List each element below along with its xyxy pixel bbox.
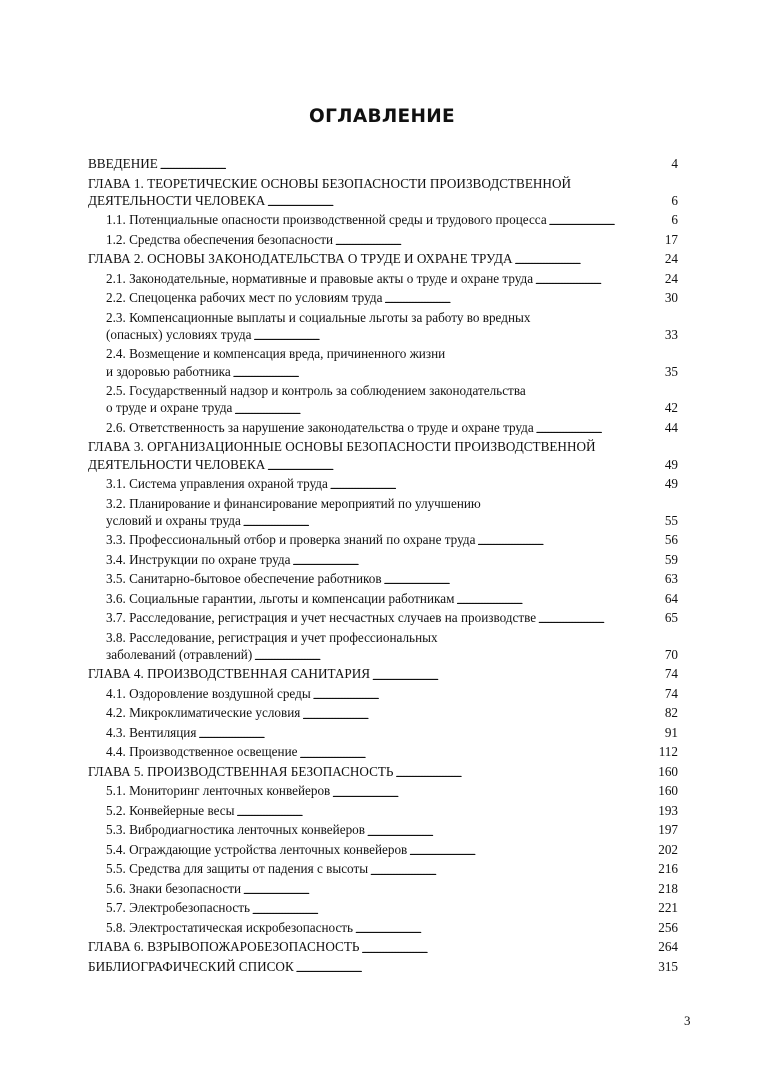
toc-section-entry[interactable] — [88, 609, 678, 626]
toc-section-entry[interactable] — [88, 382, 678, 416]
toc-entry-page: 91 — [664, 724, 678, 740]
toc-entry-page: 33 — [664, 326, 678, 342]
toc-entry-title: 2.6. Ответственность за нарушение законодательства о труде и охране труда — [106, 419, 534, 435]
toc-entry-title: 3.1. Система управления охраной труда — [106, 476, 328, 492]
dot-leader — [296, 960, 656, 975]
toc-section-entry[interactable] — [88, 345, 678, 379]
toc-entry-title: ГЛАВА 6. ВЗРЫВОПОЖАРОБЕЗОПАСНОСТЬ — [88, 939, 360, 955]
toc-entry-page: 70 — [664, 646, 678, 662]
toc-entry-title: 3.4. Инструкции по охране труда — [106, 551, 291, 567]
dot-leader — [267, 194, 669, 209]
dot-leader — [535, 272, 663, 287]
toc-section-entry[interactable] — [88, 899, 678, 916]
toc-entry-page: 64 — [664, 590, 678, 606]
toc-entry-title: 3.6. Социальные гарантии, льготы и компенсации работникам — [106, 590, 455, 606]
dot-leader — [515, 252, 663, 267]
dot-leader — [456, 592, 662, 607]
toc-entry-page: 216 — [658, 861, 678, 877]
dot-leader — [549, 213, 670, 228]
dot-leader — [313, 687, 663, 702]
toc-section-entry[interactable] — [88, 231, 678, 248]
toc-section-entry[interactable] — [88, 802, 678, 819]
dot-leader — [237, 804, 657, 819]
dot-leader — [332, 785, 656, 800]
dot-leader — [372, 668, 663, 683]
dot-leader — [330, 477, 663, 492]
toc-entry-title: о труде и охране труда — [106, 400, 233, 416]
toc-entry-title: 3.7. Расследование, регистрация и учет несчастных случаев на производстве — [106, 610, 537, 626]
toc-section-entry[interactable] — [88, 704, 678, 721]
toc-entry-page: 160 — [658, 763, 678, 779]
toc-section-entry[interactable] — [88, 531, 678, 548]
toc-entry-page: 24 — [664, 270, 678, 286]
toc-chapter-entry[interactable] — [88, 665, 678, 682]
toc-entry-title: 2.2. Спецоценка рабочих мест по условиям труда — [106, 290, 383, 306]
toc-entry-page: 65 — [664, 610, 678, 626]
toc-entry-page: 82 — [664, 705, 678, 721]
toc-entry-page: 197 — [658, 822, 678, 838]
dot-leader — [538, 611, 663, 626]
toc-entry-page: 42 — [664, 400, 678, 416]
toc-entry-title: 3.3. Профессиональный отбор и проверка знаний по охране труда — [106, 532, 476, 548]
toc-entry-page: 202 — [658, 841, 678, 857]
toc-entry-title: 5.3. Вибродиагностика ленточных конвейеров — [106, 822, 365, 838]
dot-leader — [300, 746, 657, 761]
toc-entry-title: 3.5. Санитарно-бытовое обеспечение работников — [106, 571, 382, 587]
dot-leader — [252, 902, 656, 917]
toc-section-entry[interactable] — [88, 919, 678, 936]
toc-entry-title: заболеваний (отравлений) — [106, 646, 253, 662]
toc-entry-title: 5.5. Средства для защиты от падения с высоты — [106, 861, 369, 877]
toc-chapter-entry[interactable] — [88, 938, 678, 955]
toc-section-entry[interactable] — [88, 629, 678, 663]
toc-chapter-entry[interactable] — [88, 175, 678, 209]
page-number: 3 — [684, 1013, 691, 1028]
toc-section-entry[interactable] — [88, 211, 678, 228]
toc-entry-page: 218 — [658, 880, 678, 896]
toc-section-entry[interactable] — [88, 860, 678, 877]
toc-chapter-entry[interactable] — [88, 763, 678, 780]
toc-entry-title: 5.2. Конвейерные весы — [106, 802, 235, 818]
dot-leader — [370, 863, 656, 878]
toc-section-entry[interactable] — [88, 724, 678, 741]
dot-leader — [160, 157, 670, 172]
toc-entry-title: ГЛАВА 2. ОСНОВЫ ЗАКОНОДАТЕЛЬСТВА О ТРУДЕ И ОХРАНЕ ТРУДА — [88, 251, 513, 267]
toc-entry-title-line: 2.3. Компенсационные выплаты и социальные льготы за работу во вредных — [106, 309, 531, 325]
toc-section-entry[interactable] — [88, 880, 678, 897]
toc-section-entry[interactable] — [88, 685, 678, 702]
toc-entry-title-line: 3.8. Расследование, регистрация и учет профессиональных — [106, 629, 438, 645]
toc-entry-title: 5.1. Мониторинг ленточных конвейеров — [106, 783, 331, 799]
toc-chapter-entry[interactable] — [88, 250, 678, 267]
toc-entry-title: 5.7. Электробезопасность — [106, 900, 251, 916]
toc-entry-page: 35 — [664, 363, 678, 379]
toc-entry-title: ДЕЯТЕЛЬНОСТИ ЧЕЛОВЕКА — [88, 456, 266, 472]
toc-section-entry[interactable] — [88, 590, 678, 607]
dot-leader — [302, 707, 662, 722]
dot-leader — [233, 365, 663, 380]
toc-section-entry[interactable] — [88, 475, 678, 492]
toc-section-entry[interactable] — [88, 841, 678, 858]
toc-entry-page: 315 — [658, 958, 678, 974]
toc-entry-page: 256 — [658, 919, 678, 935]
dot-leader — [409, 843, 656, 858]
toc-section-entry[interactable] — [88, 289, 678, 306]
dot-leader — [267, 458, 663, 473]
page-title: ОГЛАВЛЕНИЕ — [309, 106, 455, 127]
dot-leader — [335, 233, 663, 248]
toc-entry-page: 44 — [664, 419, 678, 435]
toc-entry-title: 5.4. Ограждающие устройства ленточных конвейеров — [106, 841, 408, 857]
toc-entry-page: 24 — [664, 251, 678, 267]
toc-entry-title-line: 3.2. Планирование и финансирование мероприятий по улучшению — [106, 495, 481, 511]
toc-entry-title-line: ГЛАВА 3. ОРГАНИЗАЦИОННЫЕ ОСНОВЫ БЕЗОПАСНОСТИ ПРОИЗВОДСТВЕННОЙ — [88, 439, 596, 455]
toc-section-entry[interactable] — [88, 419, 678, 436]
toc-entry-page: 63 — [664, 571, 678, 587]
toc-entry-title: 4.3. Вентиляция — [106, 724, 197, 740]
toc-entry-title: ВВЕДЕНИЕ — [88, 156, 158, 171]
toc-section-entry[interactable] — [88, 570, 678, 587]
toc-entry-page: 49 — [664, 456, 678, 472]
toc-entry-title: ГЛАВА 4. ПРОИЗВОДСТВЕННАЯ САНИТАРИЯ — [88, 666, 371, 682]
toc-section-entry[interactable] — [88, 821, 678, 838]
toc-entry-page: 6 — [671, 192, 678, 208]
toc-section-entry[interactable] — [88, 270, 678, 287]
toc-entry-title: ДЕЯТЕЛЬНОСТИ ЧЕЛОВЕКА — [88, 192, 266, 208]
dot-leader — [384, 291, 662, 306]
toc-section-entry[interactable] — [88, 309, 678, 343]
toc-entry-title: 4.2. Микроклиматические условия — [106, 705, 301, 721]
toc-entry-title: 2.1. Законодательные, нормативные и правовые акты о труде и охране труда — [106, 270, 534, 286]
table-of-contents — [88, 155, 678, 977]
dot-leader — [477, 533, 662, 548]
toc-section-entry[interactable] — [88, 495, 678, 529]
dot-leader — [254, 648, 663, 663]
toc-entry-page: 193 — [658, 802, 678, 818]
toc-entry-title: 5.6. Знаки безопасности — [106, 880, 242, 896]
toc-entry-page: 74 — [664, 685, 678, 701]
toc-entry-page: 59 — [664, 551, 678, 567]
toc-section-entry[interactable] — [88, 551, 678, 568]
dot-leader — [292, 553, 662, 568]
toc-entry-page: 17 — [664, 231, 678, 247]
dot-leader — [536, 421, 663, 436]
toc-entry-page: 30 — [664, 290, 678, 306]
toc-entry-title: ГЛАВА 5. ПРОИЗВОДСТВЕННАЯ БЕЗОПАСНОСТЬ — [88, 763, 394, 779]
dot-leader — [355, 921, 656, 936]
toc-entry-page: 6 — [671, 212, 678, 228]
toc-chapter-entry[interactable] — [88, 155, 678, 172]
toc-entry-page: 112 — [658, 744, 678, 760]
dot-leader — [243, 514, 663, 529]
toc-entry-title: 1.1. Потенциальные опасности производственной среды и трудового процесса — [106, 212, 547, 228]
toc-entry-title: 4.1. Оздоровление воздушной среды — [106, 685, 311, 701]
toc-chapter-entry[interactable] — [88, 958, 678, 975]
toc-entry-title-line: 2.5. Государственный надзор и контроль за соблюдением законодательства — [106, 383, 526, 399]
dot-leader — [384, 572, 663, 587]
toc-entry-page: 4 — [671, 156, 678, 171]
toc-entry-title-line: 2.4. Возмещение и компенсация вреда, причиненного жизни — [106, 346, 446, 362]
dot-leader — [253, 328, 662, 343]
toc-entry-page: 221 — [658, 900, 678, 916]
dot-leader — [234, 402, 662, 417]
dot-leader — [367, 824, 656, 839]
toc-entry-page: 49 — [664, 476, 678, 492]
toc-entry-page: 56 — [664, 532, 678, 548]
toc-entry-title: БИБЛИОГРАФИЧЕСКИЙ СПИСОК — [88, 958, 294, 974]
toc-entry-title-line: ГЛАВА 1. ТЕОРЕТИЧЕСКИЕ ОСНОВЫ БЕЗОПАСНОСТИ ПРОИЗВОДСТВЕННОЙ — [88, 175, 572, 191]
toc-entry-page: 160 — [658, 783, 678, 799]
toc-entry-title: 4.4. Производственное освещение — [106, 744, 298, 760]
dot-leader — [361, 941, 656, 956]
toc-section-entry[interactable] — [88, 743, 678, 760]
toc-entry-title: 1.2. Средства обеспечения безопасности — [106, 231, 334, 247]
toc-entry-title: и здоровью работника — [106, 363, 231, 379]
toc-entry-page: 55 — [664, 512, 678, 528]
toc-entry-page: 264 — [658, 939, 678, 955]
toc-entry-page: 74 — [664, 666, 678, 682]
dot-leader — [198, 726, 662, 741]
dot-leader — [243, 882, 656, 897]
dot-leader — [396, 765, 657, 780]
toc-chapter-entry[interactable] — [88, 438, 678, 472]
toc-section-entry[interactable] — [88, 782, 678, 799]
toc-entry-title: 5.8. Электростатическая искробезопасность — [106, 919, 354, 935]
toc-entry-title: условий и охраны труда — [106, 512, 241, 528]
toc-entry-title: (опасных) условиях труда — [106, 326, 252, 342]
